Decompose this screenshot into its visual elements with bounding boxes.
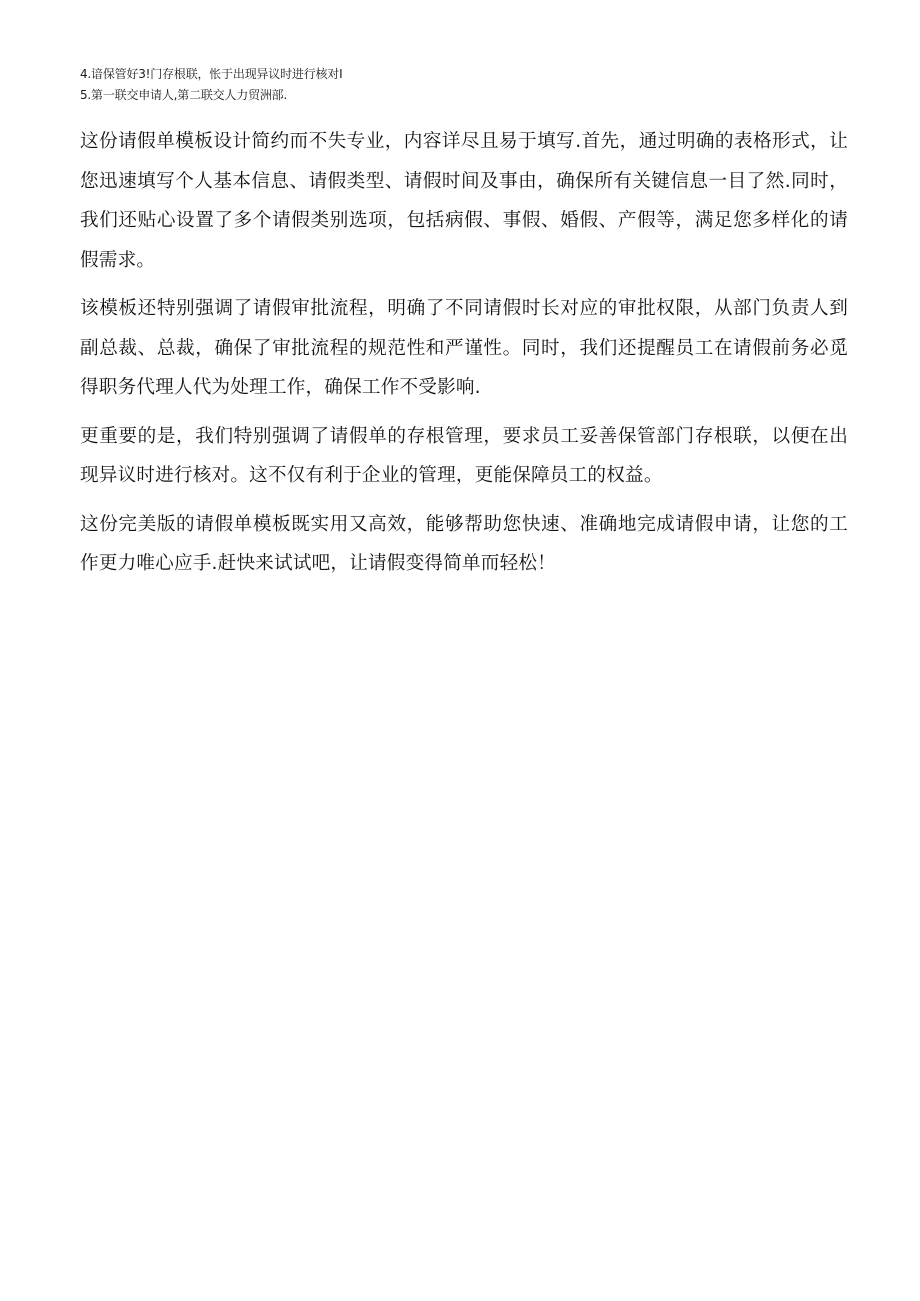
paragraph-intro: 这份请假单模板设计简约而不失专业，内容详尽且易于填写.首先，通过明确的表格形式，让您迅速填写个人基本信息、请假类型、请假时间及事由，确保所有关键信息一目了然.同时，我们还贴心设置了多个请假类别选项，包括病假、事假、婚假、产假等，满足您多样化的请假需求。 [80, 131, 848, 271]
instruction-notes [80, 64, 860, 106]
paragraph-conclusion: 这份完美版的请假单模板既实用又高效，能够帮助您快速、准确地完成请假申请，让您的工作更力唯心应手.赶快来试试吧，让请假变得简单而轻松！ [80, 513, 848, 574]
paragraph-approval: 该模板还特别强调了请假审批流程，明确了不同请假时长对应的审批权限，从部门负责人到副总裁、总裁，确保了审批流程的规范性和严谨性。同时，我们还提醒员工在请假前务必觅得职务代理人代为处理工作，确保工作不受影响. [80, 298, 848, 398]
note-item-4: 4.谙保管好3!门存根联，怅于出现异议时进行核对I [80, 67, 343, 81]
paragraph-stub: 更重要的是，我们特别强调了请假单的存根管理，要求员工妥善保管部门存根联，以便在出现异议时进行核对。这不仅有利于企业的管理，更能保障员工的权益。 [80, 425, 848, 486]
description-body [80, 122, 848, 593]
note-item-5: 5.第一联交申请人,第二联交人力贸洲部. [80, 88, 288, 102]
